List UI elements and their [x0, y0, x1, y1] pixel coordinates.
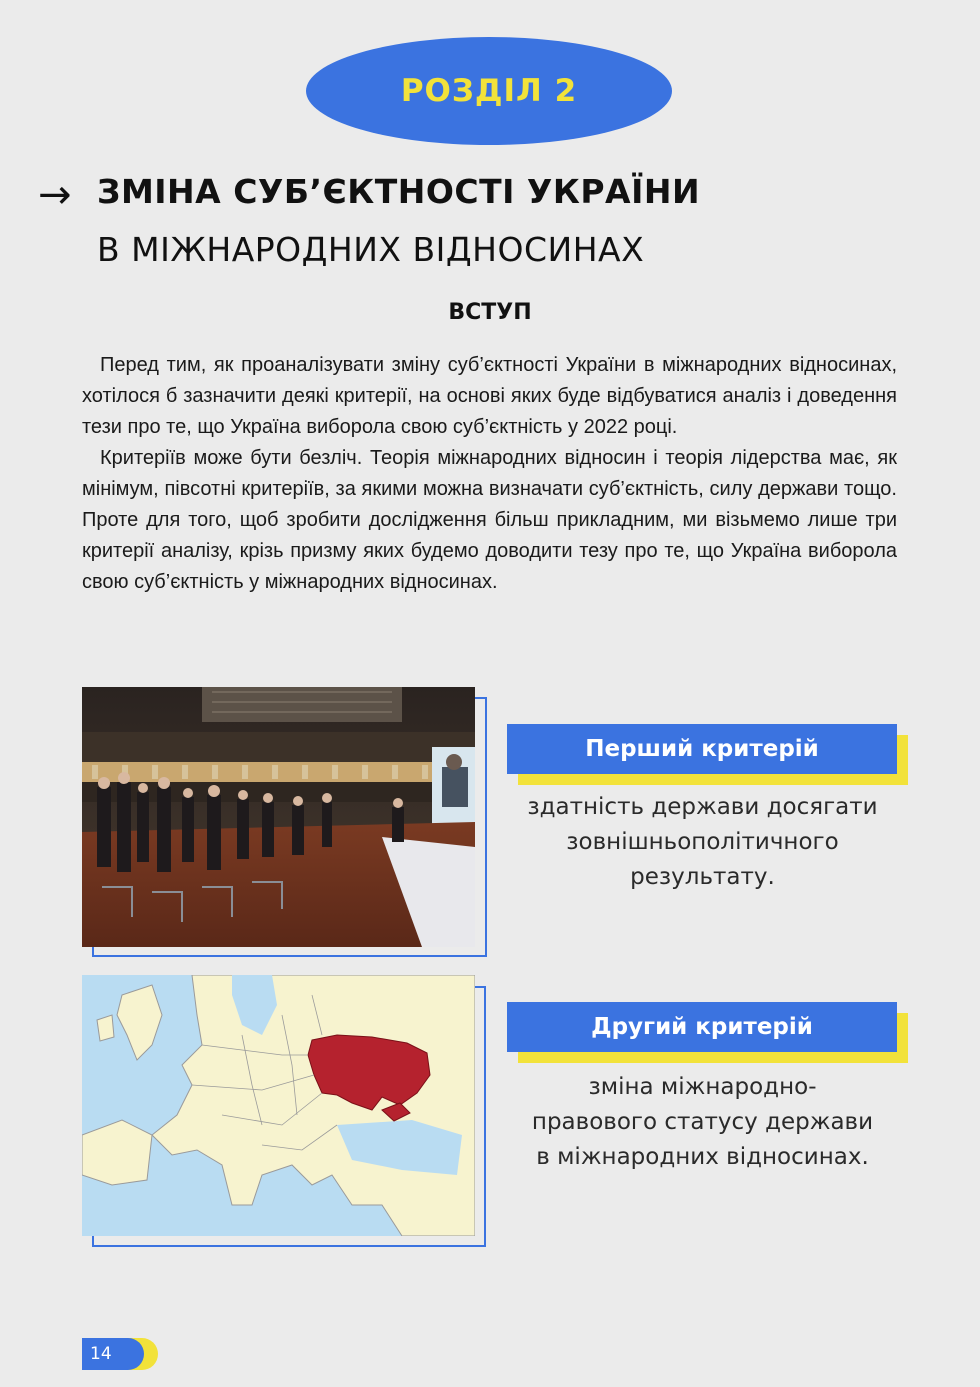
criterion-1-description [500, 790, 905, 895]
intro-paragraph-2: Критеріїв може бути безліч. Теорія міжнародних відносин і теорія лідерства має, як мінімум, півсотні критеріїв, за якими можна визначати суб’єктність, силу держави тощо. Проте для того, щоб зробити дослідження більш прикладним, ми візьмемо лише три критерії аналізу, крізь призму яких будемо доводити тезу про те, що Україна виборола свою суб’єктність у міжнародних відносинах. [82, 447, 897, 593]
criterion-2-line: правового статусу держави [531, 1109, 874, 1135]
criterion-2-banner [507, 1002, 897, 1052]
criterion-1-label: Перший критерій [507, 724, 897, 774]
conference-photo [82, 687, 475, 947]
section-label: РОЗДІЛ 2 [400, 73, 578, 109]
criterion-2-label: Другий критерій [507, 1002, 897, 1052]
chapter-title-line-2: В МІЖНАРОДНИХ ВІДНОСИНАХ [97, 230, 645, 269]
criterion-2-line: в міжнародних відносинах. [536, 1144, 869, 1170]
chapter-title-line-1: ЗМІНА СУБ’ЄКТНОСТІ УКРАЇНИ [97, 172, 701, 211]
section-badge [306, 37, 672, 145]
criterion-2-description [500, 1070, 905, 1175]
intro-heading: ВСТУП [448, 300, 532, 325]
criterion-1-line: зовнішньополітичного [566, 829, 839, 855]
criterion-2-line: зміна міжнародно- [588, 1074, 817, 1100]
criterion-1-line: результату. [630, 864, 775, 890]
europe-map [82, 975, 475, 1236]
intro-paragraph-1: Перед тим, як проаналізувати зміну суб’єктності України в міжнародних відносинах, хотілося б зазначити деякі критерії, на основі яких буде відбуватися аналіз і доведення тези про те, що Україна виборола свою суб’єктність у 2022 році. [82, 354, 897, 438]
criterion-1-banner [507, 724, 897, 774]
page-number-badge [82, 1338, 147, 1370]
criterion-1-line: здатність держави досягати [527, 794, 878, 820]
intro-body [82, 350, 897, 598]
arrow-right-icon: → [38, 172, 72, 218]
page-number: 14 [90, 1344, 112, 1364]
